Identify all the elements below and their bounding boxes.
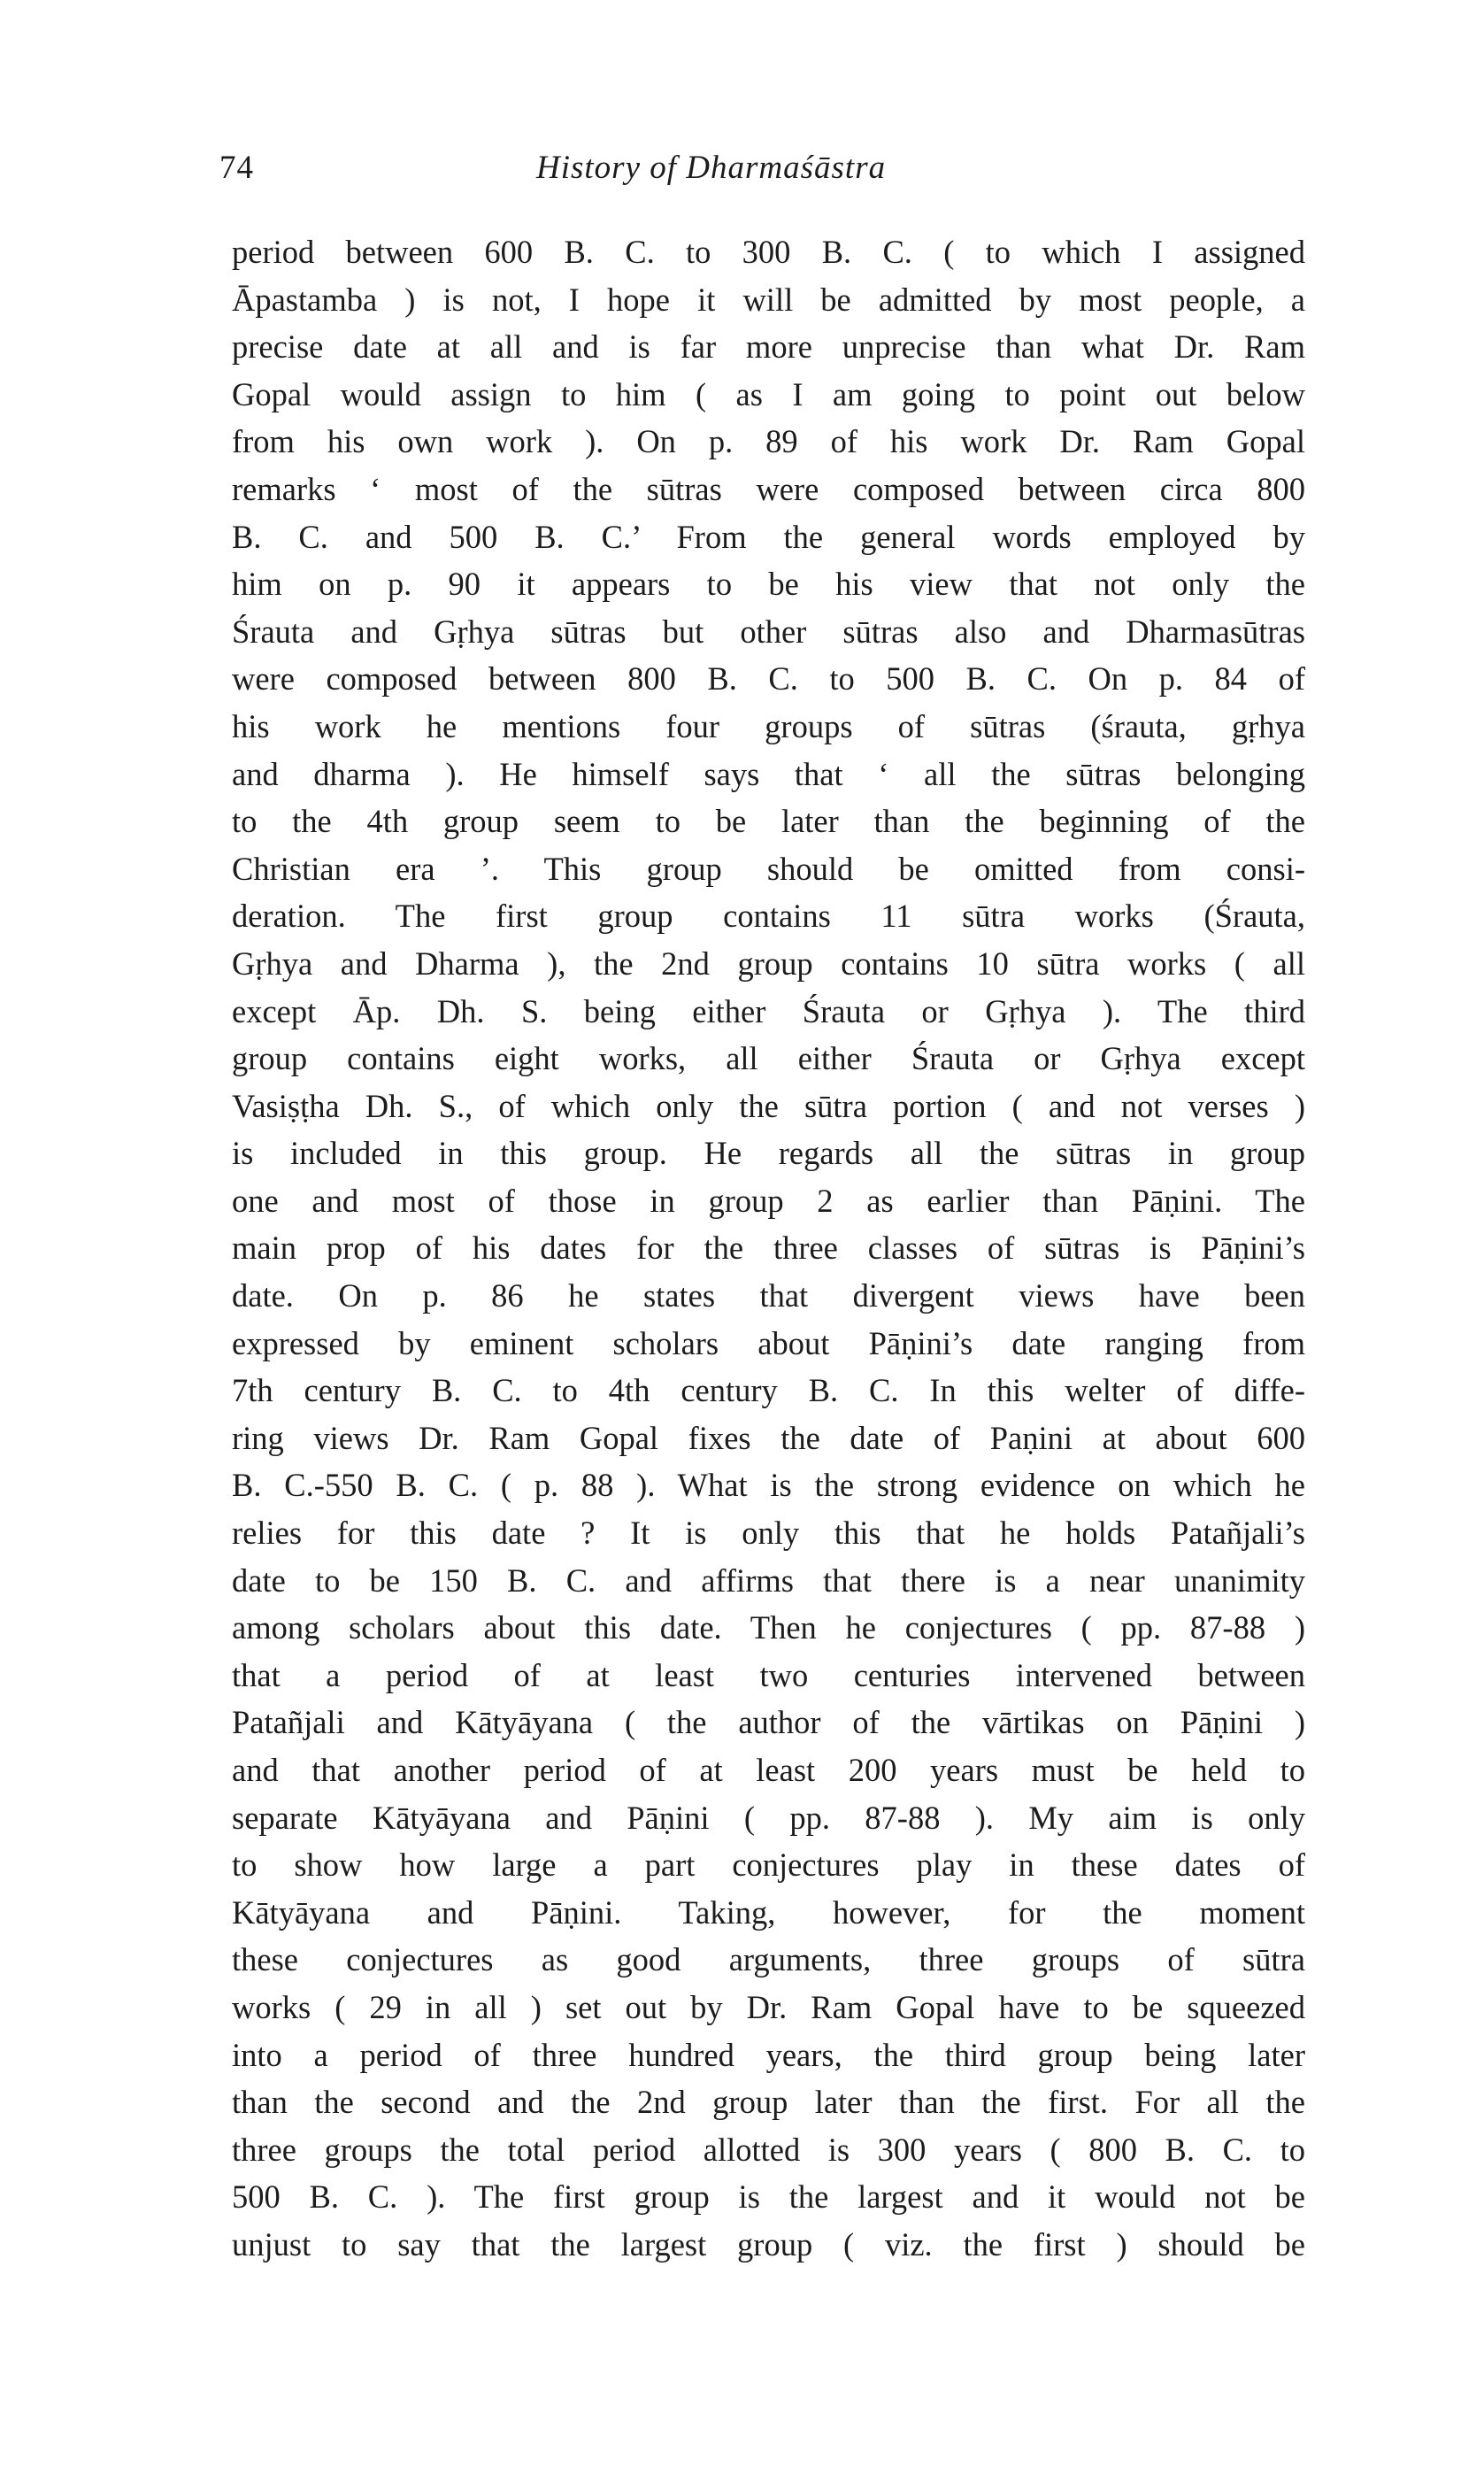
text-line: relies for this date ? It is only this that he holds Patañjali’s	[232, 1515, 1305, 1552]
running-title: History of Dharmaśāstra	[536, 150, 887, 186]
text-line: remarks ‘ most of the sūtras were composed between circa 800	[232, 470, 1305, 507]
text-line: Śrauta and Gṛhya sūtras but other sūtras also and Dharmasūtras	[232, 613, 1305, 650]
text-line: Gṛhya and Dharma ), the 2nd group contains 10 sūtra works ( all	[232, 944, 1305, 982]
text-line: deration. The first group contains 11 sūtra works (Śrauta,	[232, 898, 1305, 935]
text-line: ring views Dr. Ram Gopal fixes the date of Paṇini at about 600	[232, 1419, 1305, 1456]
text-line: to show how large a part conjectures play in these dates of	[232, 1846, 1305, 1884]
text-line: B. C. and 500 B. C.’ From the general words employed by	[232, 518, 1305, 555]
text-line: 7th century B. C. to 4th century B. C. In this welter of diffe-	[232, 1372, 1305, 1409]
page-header	[219, 149, 1299, 202]
text-line: B. C.-550 B. C. ( p. 88 ). What is the strong evidence on which he	[232, 1467, 1305, 1504]
text-line: his work he mentions four groups of sūtras (śrauta, gṛhya	[232, 707, 1305, 744]
text-line: among scholars about this date. Then he conjectures ( pp. 87-88 )	[232, 1609, 1305, 1646]
text-line: expressed by eminent scholars about Pāṇini’s date ranging from	[232, 1324, 1305, 1361]
text-line: were composed between 800 B. C. to 500 B. C. On p. 84 of	[232, 660, 1305, 698]
body-paragraph	[232, 228, 1305, 2269]
text-line: and that another period of at least 200 years must be held to	[232, 1752, 1305, 1788]
text-line: and dharma ). He himself says that ‘ all the sūtras belonging	[232, 755, 1305, 792]
text-line: period between 600 B. C. to 300 B. C. ( to which I assigned	[232, 234, 1305, 270]
text-line: Gopal would assign to him ( as I am going to point out below	[232, 375, 1305, 412]
text-line: to the 4th group seem to be later than the beginning of the	[232, 803, 1305, 840]
text-line: unjust to say that the largest group ( viz. the first ) should be	[232, 2225, 1305, 2263]
text-line: that a period of at least two centuries intervened between	[232, 1656, 1305, 1693]
text-line: than the second and the 2nd group later than the first. For all the	[232, 2084, 1305, 2121]
text-line: Kātyāyana and Pāṇini. Taking, however, for the moment	[232, 1893, 1305, 1931]
text-line: precise date at all and is far more unprecise than what Dr. Ram	[232, 328, 1305, 366]
text-line: Vasiṣṭha Dh. S., of which only the sūtra portion ( and not verses )	[232, 1087, 1305, 1124]
text-line: Christian era ’. This group should be omitted from consi-	[232, 850, 1305, 887]
text-line: date. On p. 86 he states that divergent views have been	[232, 1277, 1305, 1314]
page-number: 74	[219, 150, 254, 186]
text-line: date to be 150 B. C. and affirms that there is a near unanimity	[232, 1561, 1305, 1599]
text-line: Patañjali and Kātyāyana ( the author of the vārtikas on Pāṇini )	[232, 1704, 1305, 1741]
text-line: him on p. 90 it appears to be his view that not only the	[232, 566, 1305, 603]
text-line: group contains eight works, all either Śrauta or Gṛhya except	[232, 1040, 1305, 1077]
text-line: into a period of three hundred years, the third group being later	[232, 2036, 1305, 2073]
text-line: is included in this group. He regards all the sūtras in group	[232, 1135, 1305, 1172]
text-line: three groups the total period allotted is 300 years ( 800 B. C. to	[232, 2131, 1305, 2168]
text-line: Āpastamba ) is not, I hope it will be admitted by most people, a	[232, 281, 1305, 318]
text-line: works ( 29 in all ) set out by Dr. Ram Gopal have to be squeezed	[232, 1988, 1305, 2025]
text-line: one and most of those in group 2 as earlier than Pāṇini. The	[232, 1182, 1305, 1219]
text-line: 500 B. C. ). The first group is the largest and it would not be	[232, 2178, 1305, 2216]
text-line: separate Kātyāyana and Pāṇini ( pp. 87-88 ). My aim is only	[232, 1799, 1305, 1836]
text-line: these conjectures as good arguments, three groups of sūtra	[232, 1941, 1305, 1978]
text-line: from his own work ). On p. 89 of his work Dr. Ram Gopal	[232, 423, 1305, 460]
text-line: except Āp. Dh. S. being either Śrauta or Gṛhya ). The third	[232, 992, 1305, 1029]
text-line: main prop of his dates for the three classes of sūtras is Pāṇini’s	[232, 1230, 1305, 1267]
